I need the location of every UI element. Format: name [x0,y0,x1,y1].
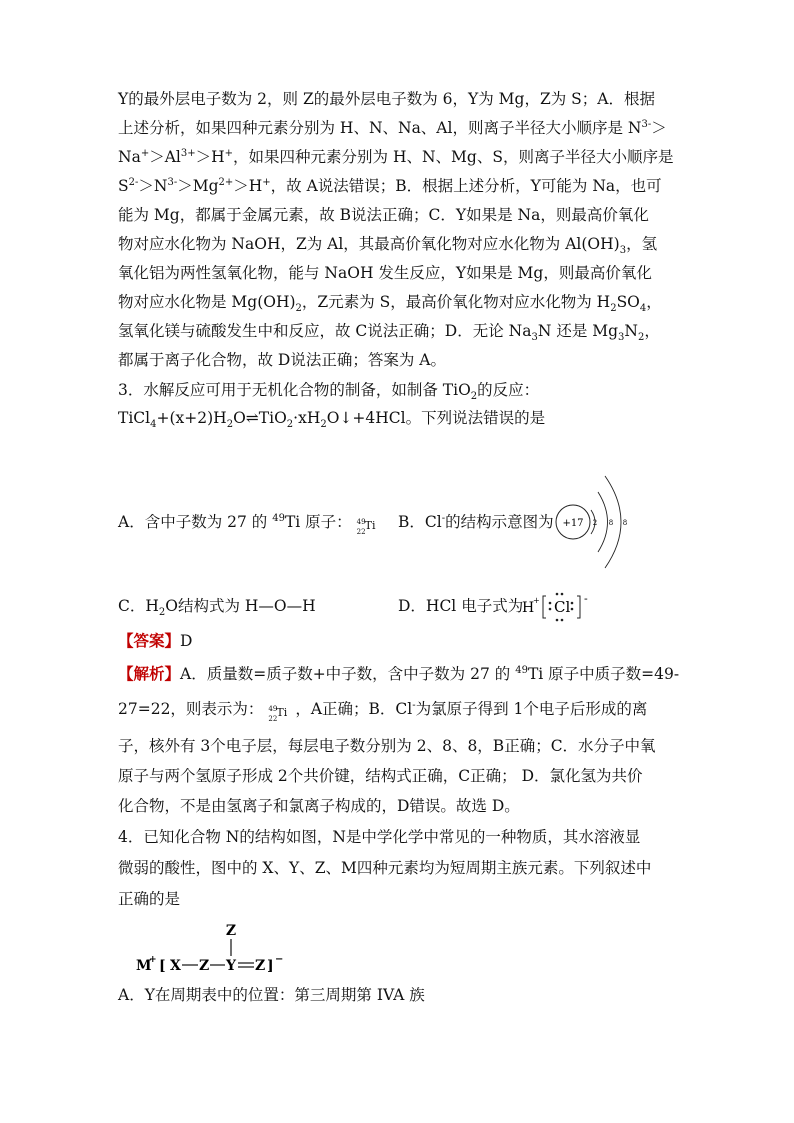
nucleus-charge: +17 [562,518,584,529]
text-line: 物对应水化物为 NaOH，Z为 Al，其最高价氧化物对应水化物为 $Al(OH)_3$，氢 [118,235,658,257]
atom-x: X [170,958,181,974]
question-3-option-b: B．Cl-的结构示意图为 [398,512,554,531]
shell-count-2: 8 [608,519,614,527]
shell-count-1: 2 [592,519,598,527]
text-line: Y的最外层电子数为 2，则 Z的最外层电子数为 6，Y为 Mg，Z为 S；A．根据 [118,90,655,108]
right-bracket: ] [267,958,274,974]
left-bracket: [ [159,958,166,974]
question-4-stem: 正确的是 [118,890,181,908]
question-3-equation: $TiCl_4+(x+2)H_2O\rightleftharpoons TiO_2\cdot xH_2O↓+4HCl$。下列说法错误的是 [118,409,546,431]
cation-m: M [136,958,152,974]
text-line: $Na^+>Al^{3+}>H^+$，如果四种元素分别为 H、N、Mg、S，则离子半径大小顺序是 [118,147,674,166]
atom-z-1: Z [199,958,210,974]
text-line: 氧化铝为两性氢氧化物，能与 NaOH 发生反应，Y如果是 Mg，则最高价氧化 [118,264,652,282]
hydrogen-charge: + [533,596,540,605]
compound-n-structure [132,920,312,978]
atom-y: Y [226,958,236,974]
question-3-option-a: A．含中子数为 27 的 $^{49}$Ti 原子： 49 22 Ti [118,512,379,532]
question-4-stem: 微弱的酸性，图中的 X、Y、Z、M四种元素均为短周期主族元素。下列叙述中 [118,859,652,877]
electron-shell-2 [598,492,608,552]
answer-line: 【答案】D [118,631,193,650]
text-line: 能为 Mg，都属于金属元素，故 B说法正确；C．Y如果是 Na，则最高价氧化 [118,206,649,224]
cation-charge: + [149,955,157,965]
anion-charge: − [275,954,284,965]
text-line: 都属于离子化合物，故 D说法正确；答案为 A。 [118,351,446,369]
left-bracket [543,596,546,618]
explanation-line: 化合物，不是由氢离子和氯离子构成的，D错误。故选 D。 [118,797,520,815]
question-4-stem: 4．已知化合物 N的结构如图，N是中学化学中常见的一种物质，其水溶液显 [118,828,641,846]
explanation-line: 27=22，则表示为： 49 22 Ti ，A正确；B．Cl-为氯原子得到 1个电子后形成的离 [118,699,648,723]
atom-z-top: Z [225,923,237,939]
chloride-charge: - [584,592,588,605]
explanation-line: 原子与两个氢原子形成 2个共价键，结构式正确，C正确； D．氯化氢为共价 [118,767,643,785]
explanation-line: 【解析】A．质量数=质子数+中子数，含中子数为 27 的 $^{49}$Ti 原子中质子数=49- [118,664,680,683]
text-line: 氢氧化镁与硫酸发生中和反应，故 C说法正确；D．无论 $Na_3N$ 还是 $Mg_3N_2$， [118,322,660,344]
question-3-stem: 3．水解反应可用于无机化合物的制备，如制备 TiO$_2$的反应： [118,381,540,403]
shell-count-3: 8 [622,519,628,527]
hydrogen-symbol: H [522,600,535,616]
atom-z-2: Z [255,958,266,974]
question-3-option-d: D．HCl 电子式为 [398,597,524,615]
chlorine-symbol: Cl [554,598,571,616]
nuclide-symbol: 49 22 Ti [268,705,288,723]
hcl-electron-formula [520,588,600,624]
text-line: 物对应水化物是 $Mg(OH)_2$，Z元素为 S，最高价氧化物对应水化物为 $H_2SO_4$， [118,293,662,315]
right-bracket [577,596,580,618]
question-3-option-c: C．$H_2O$结构式为 H—O—H [118,597,316,619]
nuclide-symbol: 49 22 Ti [356,518,376,536]
text-line: 上述分析，如果四种元素分别为 H、N、Na、Al，则离子半径大小顺序是 $N^{3-}>$ [118,118,667,137]
cl-ion-structure-diagram [553,470,643,580]
explanation-line: 子，核外有 3个电子层，每层电子数分别为 2、8、8，B正确；C．水分子中氧 [118,737,656,755]
text-line: $S^{2-}>N^{3-}>Mg^{2+}>H^+$，故 A说法错误；B．根据上述分析，Y可能为 Na，也可 [118,176,662,195]
question-4-option-a: A．Y在周期表中的位置：第三周期第 IVA 族 [118,986,425,1004]
